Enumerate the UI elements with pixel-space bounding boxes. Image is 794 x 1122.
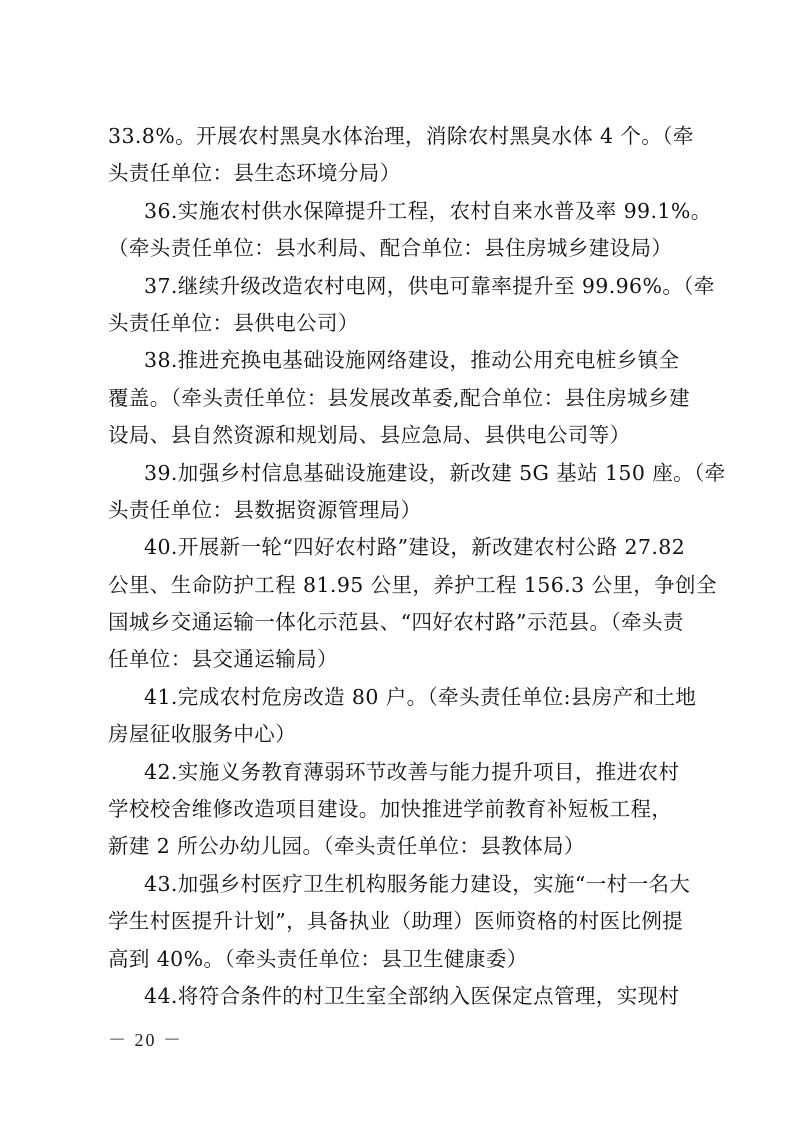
text-line: 38.推进充换电基础设施网络建设，推动公用充电桩乡镇全 <box>144 348 680 373</box>
text-line: 覆盖。（牵头责任单位：县发展改革委,配合单位：县住房城乡建 <box>108 385 690 410</box>
text-line: 新建 2 所公办幼儿园。（牵头责任单位：县教体局） <box>108 834 585 859</box>
text-line: 头责任单位：县数据资源管理局） <box>108 497 422 522</box>
text-line: 高到 40%。（牵头责任单位：县卫生健康委） <box>108 946 528 971</box>
text-line: 学生村医提升计划”，具备执业（助理）医师资格的村医比例提 <box>108 909 684 934</box>
text-line: 40.开展新一轮“四好农村路”建设，新改建农村公路 27.82 <box>144 535 686 560</box>
text-line: 33.8%。开展农村黑臭水体治理，消除农村黑臭水体 4 个。（牵 <box>108 124 694 148</box>
text-line: 36.实施农村供水保障提升工程，农村自来水普及率 99.1%。 <box>144 198 712 223</box>
text-line: 41.完成农村危房改造 80 户。（牵头责任单位:县房产和土地 <box>144 684 697 709</box>
text-line: 设局、县自然资源和规划局、县应急局、县供电公司等） <box>108 423 631 448</box>
page-number: － 20 － <box>108 1030 183 1050</box>
text-line: 房屋征收服务中心） <box>108 722 297 747</box>
text-line: 学校校舍维修改造项目建设。加快推进学前教育补短板工程， <box>108 797 673 822</box>
text-line: 37.继续升级改造农村电网，供电可靠率提升至 99.96%。（牵 <box>144 273 715 298</box>
text-line: 42.实施义务教育薄弱环节改善与能力提升项目，推进农村 <box>144 759 680 784</box>
text-line: 头责任单位：县供电公司） <box>108 310 359 335</box>
text-line: 39.加强乡村信息基础设施建设，新改建 5G 基站 150 座。（牵 <box>144 460 726 485</box>
document-body <box>108 118 726 1015</box>
text-line: 国城乡交通运输一体化示范县、“四好农村路”示范县。（牵头责 <box>108 610 684 635</box>
text-line: 44.将符合条件的村卫生室全部纳入医保定点管理，实现村 <box>144 983 680 1008</box>
text-line: 任单位：县交通运输局） <box>108 647 338 672</box>
text-line: （牵头责任单位：县水利局、配合单位：县住房城乡建设局） <box>108 236 673 261</box>
text-line: 43.加强乡村医疗卫生机构服务能力建设，实施“一村一名大 <box>144 871 691 896</box>
text-line: 头责任单位：县生态环境分局） <box>108 161 401 186</box>
text-line: 公里、生命防护工程 81.95 公里，养护工程 156.3 公里，争创全 <box>108 572 717 597</box>
